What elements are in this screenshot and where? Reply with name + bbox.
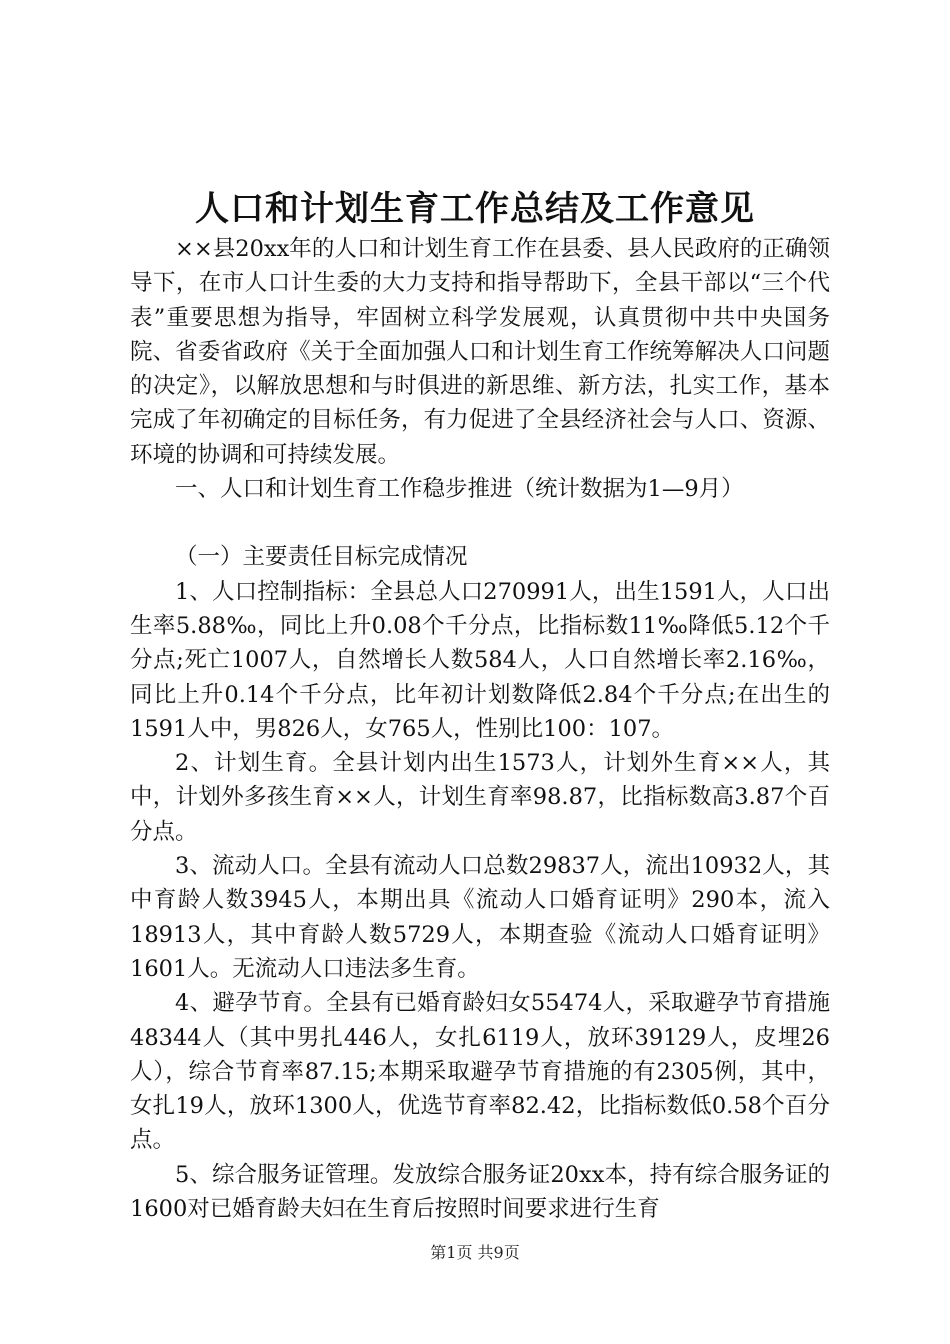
paragraph-item-4: 4、避孕节育。全县有已婚育龄妇女55474人，采取避孕节育措施48344人（其中男扎446人，女扎6119人，放环39129人，皮埋26人），综合节育率87.15;本期采取避孕节育措施的有2305例，其中，女扎19人，放环1300人，优选节育率82.42，比指标数低0.58个百分点。 — [130, 990, 830, 1154]
page-number-footer: 第1页 共9页 — [430, 1243, 520, 1262]
document-body — [130, 232, 830, 1226]
section-heading-1: 一、人口和计划生育工作稳步推进（统计数据为1—9月） — [175, 476, 744, 503]
paragraph-item-1: 1、人口控制指标：全县总人口270991人，出生1591人，人口出生率5.88‰，同比上升0.08个千分点，比指标数11‰降低5.12个千分点;死亡1007人，自然增长人数584人，人口自然增长率2.16‰，同比上升0.14个千分点，比年初计划数降低2.84个千分点;在出生的1591人中，男826人，女765人，性别比100：107。 — [130, 578, 830, 742]
paragraph-item-2: 2、计划生育。全县计划内出生1573人，计划外生育××人，其中，计划外多孩生育××人，计划生育率98.87，比指标数高3.87个百分点。 — [130, 750, 830, 845]
document-title: 人口和计划生育工作总结及工作意见 — [195, 189, 755, 229]
paragraph-item-3: 3、流动人口。全县有流动人口总数29837人，流出10932人，其中育龄人数3945人，本期出具《流动人口婚育证明》290本，流入18913人，其中育龄人数5729人，本期查验《流动人口婚育证明》1601人。无流动人口违法多生育。 — [130, 853, 830, 982]
subsection-heading-1: （一）主要责任目标完成情况 — [175, 544, 468, 571]
paragraph-item-5: 5、综合服务证管理。发放综合服务证20xx本，持有综合服务证的1600对已婚育龄夫妇在生育后按照时间要求进行生育 — [130, 1161, 830, 1223]
paragraph-intro: ××县20xx年的人口和计划生育工作在县委、县人民政府的正确领导下，在市人口计生委的大力支持和指导帮助下，全县干部以“三个代表”重要思想为指导，牢固树立科学发展观，认真贯彻中共中央国务院、省委省政府《关于全面加强人口和计划生育工作统筹解决人口问题的决定》，以解放思想和与时俱进的新思维、新方法，扎实工作，基本完成了年初确定的目标任务，有力促进了全县经济社会与人口、资源、环境的协调和可持续发展。 — [130, 236, 830, 468]
